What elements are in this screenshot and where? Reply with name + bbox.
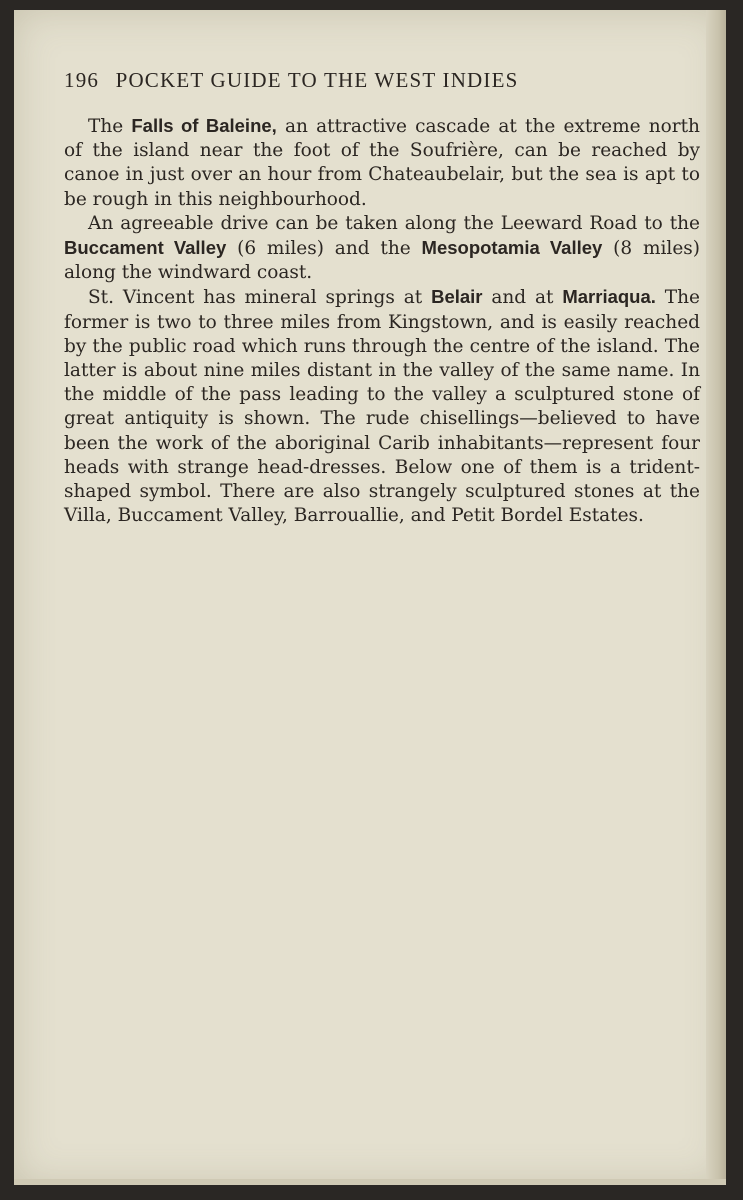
running-title: POCKET GUIDE TO THE WEST INDIES (115, 68, 519, 92)
running-header (64, 68, 664, 93)
paragraph-falls-of-baleine (64, 114, 700, 212)
paragraph-leeward-road (64, 212, 700, 286)
text-run: and at (482, 287, 563, 309)
page-number: 196 (64, 68, 100, 92)
text-run: The former is two to three miles from Kingstown, and is easily reached by the public road which runs through the centre of the island. The latter is about nine miles distant in the valley of the same name. In the middle of the pass leading to the valley a sculptured stone of great antiquity is shown. The rude chisellings—believed to have been the work of the aboriginal Carib inhabitants—represent four heads with strange head-dresses. Below one of them is a trident-shaped symbol. There are also strangely sculptured stones at the Villa, Buccament Valley, Barrouallie, and Petit Bordel Estates. (64, 287, 700, 527)
text-run: (6 miles) and the (226, 238, 422, 260)
text-run: The (88, 116, 132, 137)
place-name: Mesopotamia Valley (421, 237, 603, 259)
page-bottom-edge (14, 1179, 726, 1185)
page-spine-edge (706, 10, 726, 1185)
place-name: Falls of Baleine, (131, 115, 277, 136)
text-run: (8 miles) along the windward coast. (64, 238, 700, 284)
book-page (14, 10, 726, 1185)
place-name: Buccament Valley (64, 237, 227, 259)
text-run: an attractive cascade at the extreme north of the island near the foot of the Soufrière, can be reached by canoe in just over an hour from Chateaubelair, but the sea is apt to be rough in this neighbourhood. (64, 116, 700, 210)
text-run: An agreeable drive can be taken along the Leeward Road to the (88, 212, 700, 234)
place-name: Belair (431, 286, 483, 308)
place-name: Marriaqua. (562, 286, 656, 308)
body-text (64, 114, 700, 528)
paragraph-mineral-springs (64, 285, 700, 528)
text-run: St. Vincent has mineral springs at (88, 287, 432, 309)
